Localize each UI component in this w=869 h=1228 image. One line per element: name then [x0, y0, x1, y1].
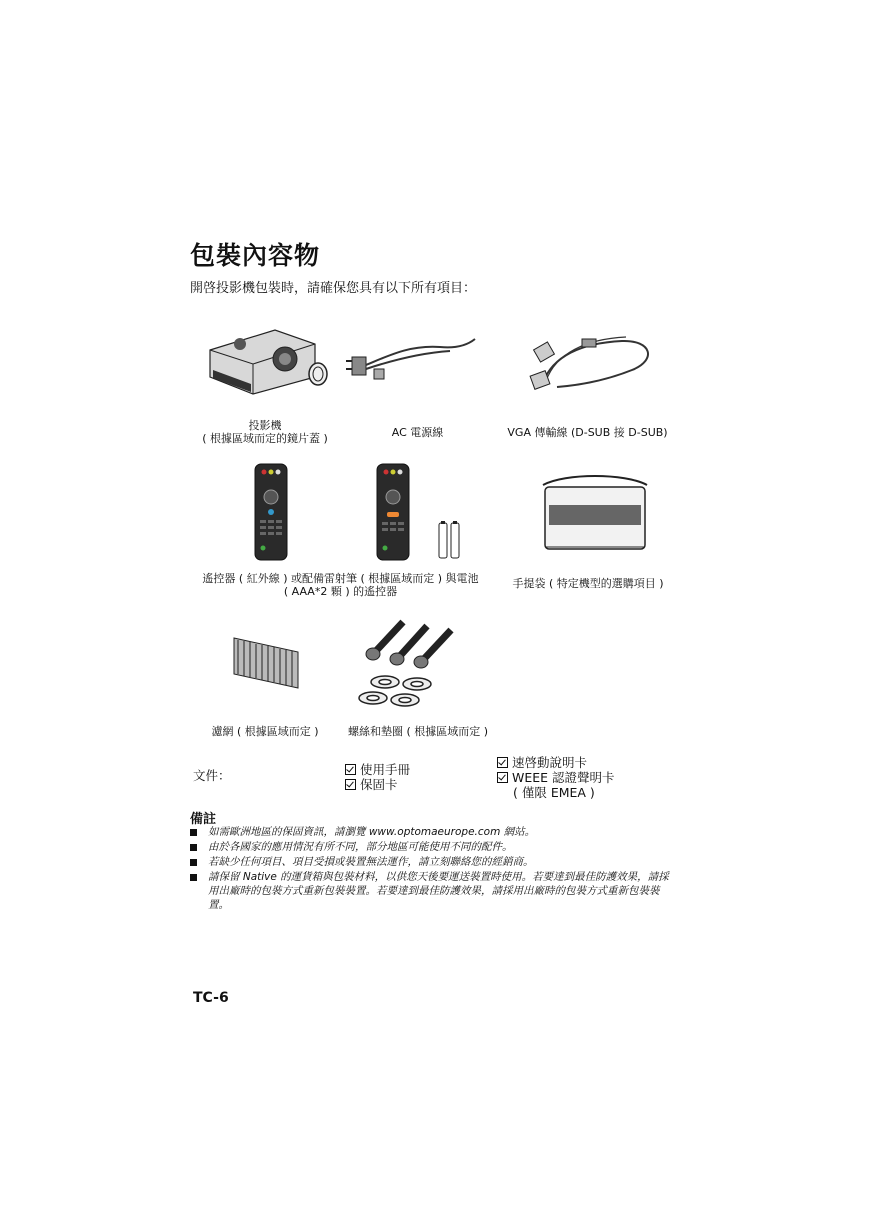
page-number: TC-6	[193, 990, 229, 1006]
documents-label: 文件：	[193, 768, 231, 783]
bullet-icon	[190, 874, 197, 881]
note-item: 如需歐洲地區的保固資訊，請瀏覽 www.optomaeurope.com 網站。	[190, 825, 670, 839]
note-item: 若缺少任何項目、項目受損或裝置無法運作，請立刻聯絡您的經銷商。	[190, 855, 670, 869]
carry-bag-image	[535, 475, 655, 555]
vga-cable-image	[522, 335, 662, 395]
checkbox-icon	[345, 764, 356, 775]
laser-remote-image	[375, 462, 415, 562]
note-item: 請保留 Native 的運貨箱與包裝材料，以供您天後要運送裝置時使用。若要達到最佳防護效果，請採用出廠時的包裝方式重新包裝裝置。若要達到最佳防護效果，請採用出廠時的包裝方式重新包裝裝置。	[190, 870, 670, 914]
checkbox-icon	[497, 772, 508, 783]
page-title: 包裝內容物	[190, 241, 321, 270]
caption-screws: 螺絲和墊圈 ( 根據區域而定 )	[347, 725, 489, 738]
intro-text: 開啓投影機包裝時，請確保您具有以下所有項目：	[190, 281, 477, 296]
checkbox-icon	[345, 779, 356, 790]
caption-carry-bag: 手提袋 ( 特定機型的選購項目 )	[512, 577, 664, 590]
caption-projector	[190, 419, 340, 445]
documents-col1	[345, 762, 410, 792]
projector-image	[205, 322, 345, 402]
power-cord-image	[350, 335, 480, 385]
doc-warranty-card: 保固卡	[345, 777, 410, 792]
bullet-icon	[190, 859, 197, 866]
caption-filter: 濾網 ( 根據區域而定 )	[211, 725, 319, 738]
bullet-icon	[190, 844, 197, 851]
caption-power-cord: AC 電源線	[391, 426, 444, 439]
screws-washers-image	[355, 612, 465, 712]
caption-remote-line1: 遙控器 ( 紅外線 ) 或配備雷射筆 ( 根據區域而定 ) 與電池	[202, 572, 479, 585]
battery-icon	[437, 520, 463, 560]
caption-remote	[188, 572, 493, 598]
caption-projector-line2: ( 根據區域而定的鏡片蓋 )	[202, 432, 328, 445]
remote-control-image	[253, 462, 293, 562]
filter-image	[228, 632, 308, 692]
doc-weee-card: WEEE 認證聲明卡	[497, 770, 615, 785]
checkbox-icon	[497, 757, 508, 768]
documents-col2	[497, 755, 615, 800]
doc-user-manual: 使用手冊	[345, 762, 410, 777]
caption-projector-line1: 投影機	[248, 419, 282, 432]
doc-quick-start-card: 速啓動說明卡	[497, 755, 615, 770]
caption-remote-line2: ( AAA*2 顆 ) 的遙控器	[283, 585, 398, 598]
notes-heading: 備註	[190, 812, 217, 827]
caption-vga-cable: VGA 傳輸線 (D-SUB 接 D-SUB)	[507, 426, 668, 439]
bullet-icon	[190, 829, 197, 836]
doc-emea-note: ( 僅限 EMEA )	[513, 785, 595, 800]
note-item: 由於各國家的應用情況有所不同，部分地區可能使用不同的配件。	[190, 840, 670, 854]
